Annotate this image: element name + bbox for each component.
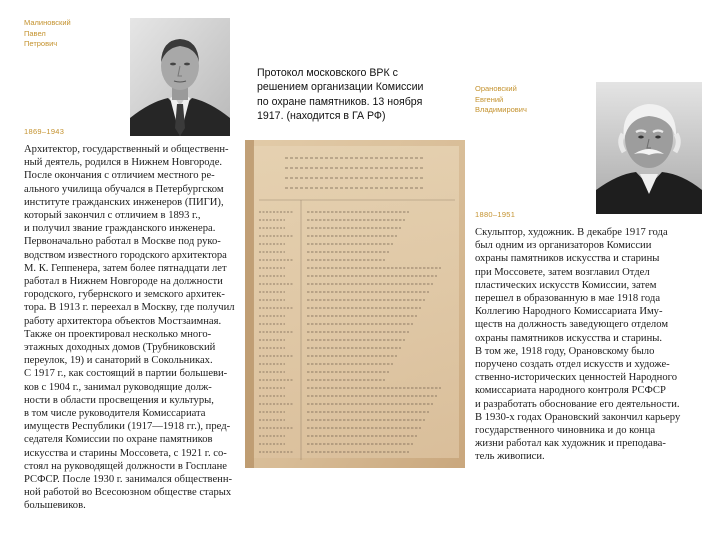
bio-line: переулок, 19) и санаторий в Сокольниках. (24, 355, 213, 367)
bio-line: ществ на должность заведующего отделом (475, 319, 669, 331)
bio-line: ности в области просвещения и культуры, (24, 394, 214, 406)
caption-line: Протокол московского ВРК с (257, 67, 398, 79)
name-line: Орановский (475, 84, 517, 93)
bio-line: седателя Комиссии по охране памятников (24, 434, 213, 446)
bio-line: В том же, 1918 году, Орановскому было (475, 345, 655, 357)
bio-line: ального училища обучался в Петербургском (24, 183, 224, 195)
name-line: Павел (24, 28, 46, 38)
bio-line: тель живописи. (475, 451, 545, 463)
malinovsky-portrait (130, 18, 230, 136)
right-person-bio (475, 226, 680, 464)
bio-line: охраны памятников искусства и старины (475, 253, 660, 265)
caption-line: по охране памятников. 13 ноября (257, 95, 423, 108)
bio-line: государственного чиновника и до конца (475, 425, 656, 437)
name-line: Евгений (475, 94, 504, 104)
bio-line: ный деятель, родился в Нижнем Новгороде. (24, 157, 223, 169)
bio-line: в том числе руководителя Комиссариата (24, 408, 206, 420)
bio-line: и разработать обоснование его деятельности. (475, 398, 680, 410)
bio-line: этажных доходных домов (Трубниковский (24, 342, 216, 354)
right-person-years: 1880–1951 (475, 210, 516, 219)
bio-line: работал в Нижнем Новгороде на должности (24, 276, 223, 288)
name-line: Владимирович (475, 105, 527, 114)
bio-line: жизни работал как художник и преподава- (475, 438, 666, 450)
bio-line: при Моссовете, затем возглавил Отдел (475, 266, 650, 278)
caption-line: решением организации Комиссии (257, 81, 424, 94)
bio-line: Коллегию Народного Комиссариата Иму- (475, 306, 663, 318)
document-caption (257, 66, 423, 124)
bio-line: был одним из организаторов Комиссии (475, 240, 652, 252)
bio-line: охраны памятников искусства и старины. (475, 332, 663, 344)
bio-line: Скульптор, художник. В декабре 1917 года (475, 227, 668, 238)
bio-line: искусства и старины Моссовета, с 1921 г. со- (24, 447, 227, 459)
bio-line: большевиков. (24, 500, 86, 512)
bio-line: поручено создать отдел искусств и художе- (475, 359, 670, 371)
bio-line: имуществ Республики (1917—1918 гг.), пред- (24, 421, 231, 433)
bio-line: С 1917 г., как состоящий в партии большеви- (24, 368, 228, 380)
name-line: Малиновский (24, 18, 71, 27)
bio-line: перешел в образованную в мае 1918 года (475, 293, 661, 305)
bio-line: городского, губернского и земского архитек- (24, 289, 225, 301)
bio-line: который закончил с отличием в 1893 г., (24, 210, 201, 222)
bio-line: ков с 1904 г., занимал руководящие долж- (24, 381, 212, 393)
bio-line: ственно-исторических ценностей Народного (475, 372, 678, 384)
bio-line: РСФСР. После 1930 г. занимался общественн- (24, 474, 233, 486)
left-person-years: 1869–1943 (24, 127, 65, 136)
name-line: Петрович (24, 39, 58, 48)
oranovsky-portrait (596, 82, 702, 214)
left-person-bio (24, 143, 235, 513)
bio-line: водством известного городского архитектора (24, 249, 227, 261)
bio-line: пластических искусств Комиссии, затем (475, 279, 657, 291)
bio-line: работу архитектора объектов Мостзаимная. (24, 315, 222, 327)
bio-line: Архитектор, государственный и общественн- (24, 144, 229, 155)
left-person-name (24, 18, 71, 50)
bio-line: институте гражданских инженеров (ПИГИ), (24, 196, 224, 208)
bio-line: Первоначально работал в Москве под руко- (24, 236, 221, 248)
bio-line: и получил звание гражданского инженера. (24, 223, 216, 235)
bio-line: Также он проектировал несколько много- (24, 328, 212, 340)
bio-line: В 1930-х годах Орановский закончил карьеру (475, 411, 681, 423)
bio-line: ной работой во Всесоюзном обществе старых (24, 487, 232, 499)
bio-line: М. К. Геппенера, затем более пятнадцати лет (24, 262, 227, 274)
bio-line: комиссариата народного контроля РСФСР (475, 385, 666, 397)
bio-line: После окончания с отличием местного ре- (24, 170, 215, 182)
protocol-document-scan (245, 140, 465, 468)
bio-line: стоял на руководящей должности в Госплане (24, 460, 228, 472)
caption-line: 1917. (находится в ГА РФ) (257, 110, 386, 123)
bio-line: тора. В 1913 г. переехал в Москву, где получил (24, 302, 235, 314)
right-person-name (475, 84, 527, 116)
